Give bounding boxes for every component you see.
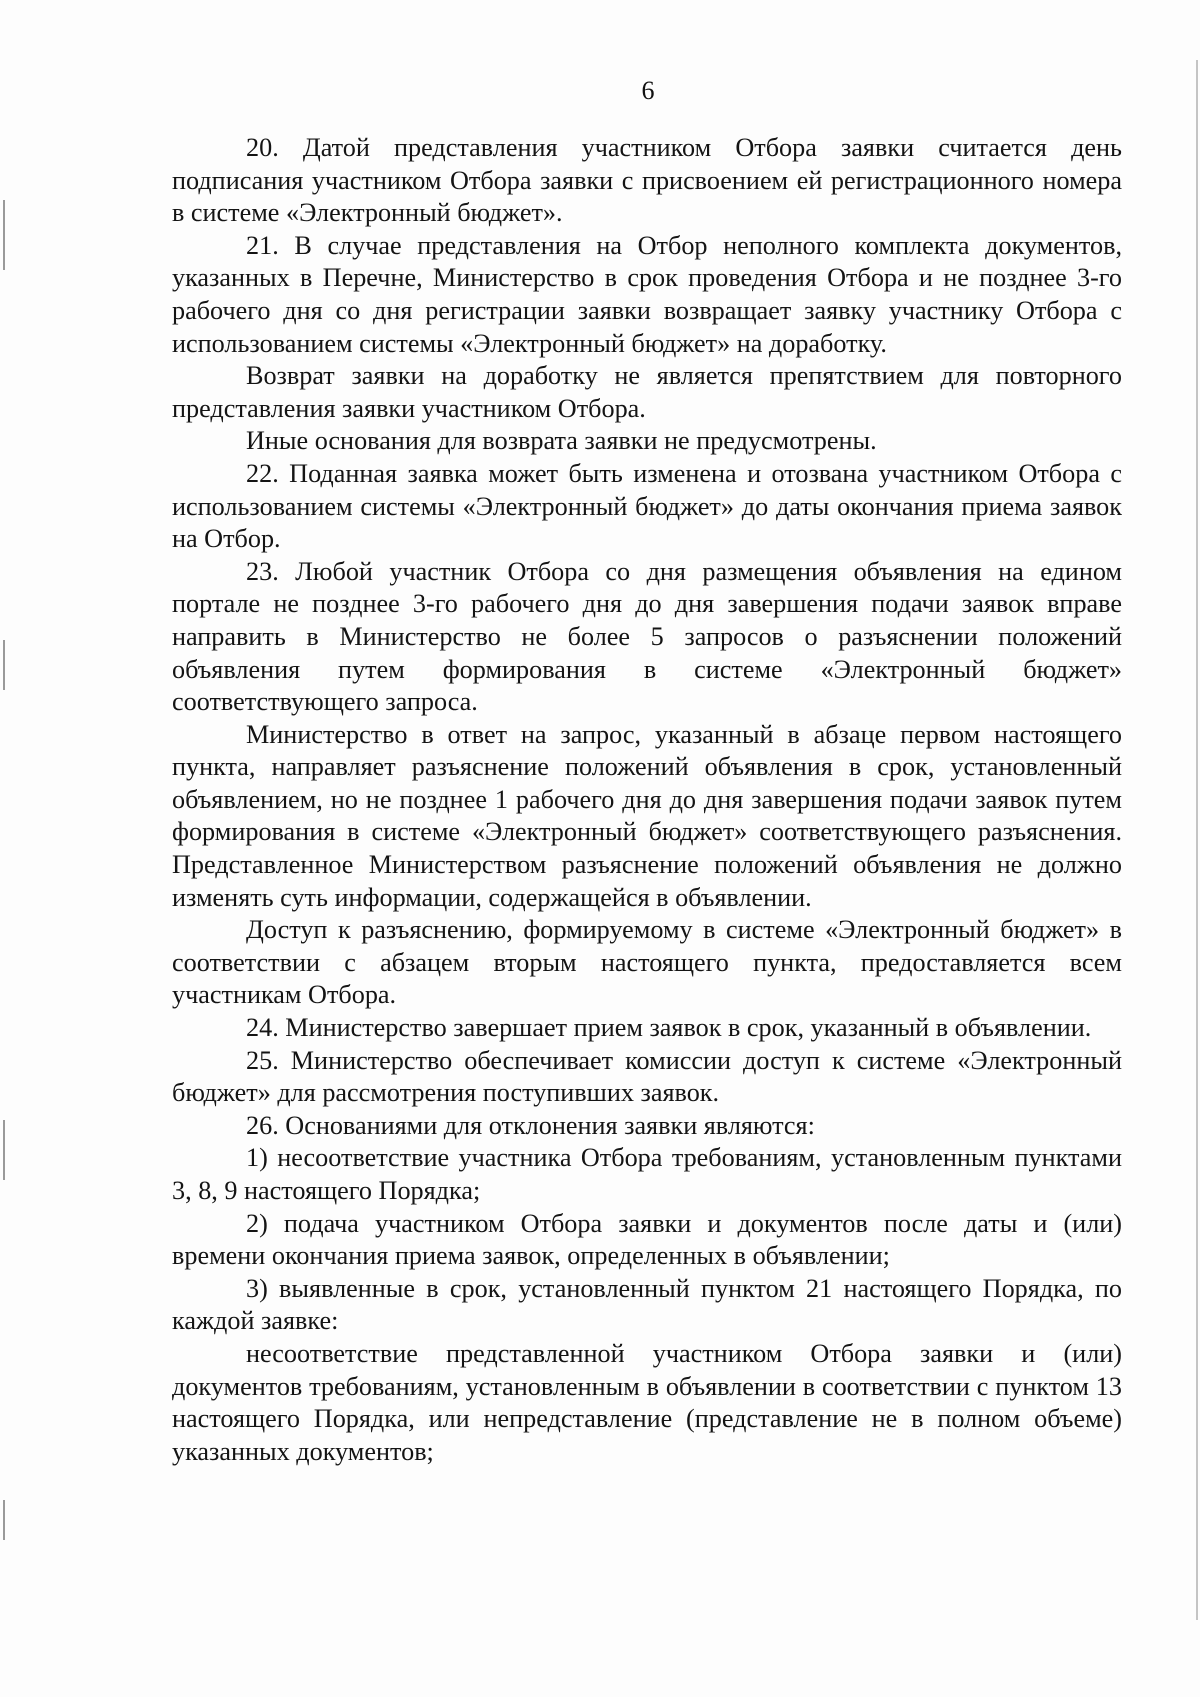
scan-edge-mark <box>3 1120 5 1180</box>
paragraph: 25. Министерство обеспечивает комиссии доступ к системе «Электронный бюджет» для рассмотрения поступивших заявок. <box>172 1045 1122 1108</box>
paragraph: 22. Поданная заявка может быть изменена и отозвана участником Отбора с использованием системы «Электронный бюджет» до даты окончания приема заявок на Отбор. <box>172 458 1122 554</box>
scan-edge-mark <box>1196 60 1198 1620</box>
paragraph: Доступ к разъяснению, формируемому в системе «Электронный бюджет» в соответствии с абзацем вторым настоящего пункта, предоставляется всем участникам Отбора. <box>172 915 1122 1010</box>
scan-edge-mark <box>3 640 5 690</box>
paragraph: Возврат заявки на доработку не является препятствием для повторного представления заявки участником Отбора. <box>172 361 1122 423</box>
paragraph: 1) несоответствие участника Отбора требованиям, установленным пунктами 3, 8, 9 настоящего Порядка; <box>172 1143 1122 1205</box>
paragraph: 24. Министерство завершает прием заявок в срок, указанный в объявлении. <box>246 1013 1092 1043</box>
scan-edge-mark <box>3 200 5 270</box>
paragraph: 21. В случае представления на Отбор неполного комплекта документов, указанных в Перечне, Министерство в срок проведения Отбора и не позднее 3-го рабочего дня со дня регистрации заявки возвращает заявку участнику Отбора с использованием системы «Электронный бюджет» на доработку. <box>172 230 1122 358</box>
paragraph: 2) подача участником Отбора заявки и документов после даты и (или) времени окончания приема заявок, определенных в объявлении; <box>172 1208 1122 1271</box>
scan-edge-mark <box>3 1500 5 1540</box>
page-number: 6 <box>641 76 655 105</box>
paragraph: 3) выявленные в срок, установленный пунктом 21 настоящего Порядка, по каждой заявке: <box>172 1273 1122 1336</box>
paragraph: 20. Датой представления участником Отбора заявки считается день подписания участником Отбора заявки с присвоением ей регистрационного номера в системе «Электронный бюджет». <box>172 133 1122 228</box>
paragraph: несоответствие представленной участником Отбора заявки и (или) документов требованиям, установленным в объявлении в соответствии с пунктом 13 настоящего Порядка, или непредставление (представление не в полном объеме) указанных документов; <box>172 1338 1122 1466</box>
paragraph: 23. Любой участник Отбора со дня размещения объявления на едином портале не позднее 3-го рабочего дня до дня завершения подачи заявок вправе направить в Министерство не более 5 запросов о разъяснении положений объявления путем формирования в системе «Электронный бюджет» соответствующего запроса. <box>172 556 1122 717</box>
paragraph: 26. Основаниями для отклонения заявки являются: <box>246 1110 815 1140</box>
paragraph: Министерство в ответ на запрос, указанный в абзаце первом настоящего пункта, направляет разъяснение положений объявления в срок, установленный объявлением, но не позднее 1 рабочего дня до дня завершения подачи заявок путем формирования в системе «Электронный бюджет» соответствующего разъяснения. Представленное Министерством разъяснение положений объявления не должно изменять суть информации, содержащейся в объявлении. <box>172 719 1122 912</box>
document-body <box>172 132 1122 1468</box>
paragraph: Иные основания для возврата заявки не предусмотрены. <box>246 426 877 456</box>
